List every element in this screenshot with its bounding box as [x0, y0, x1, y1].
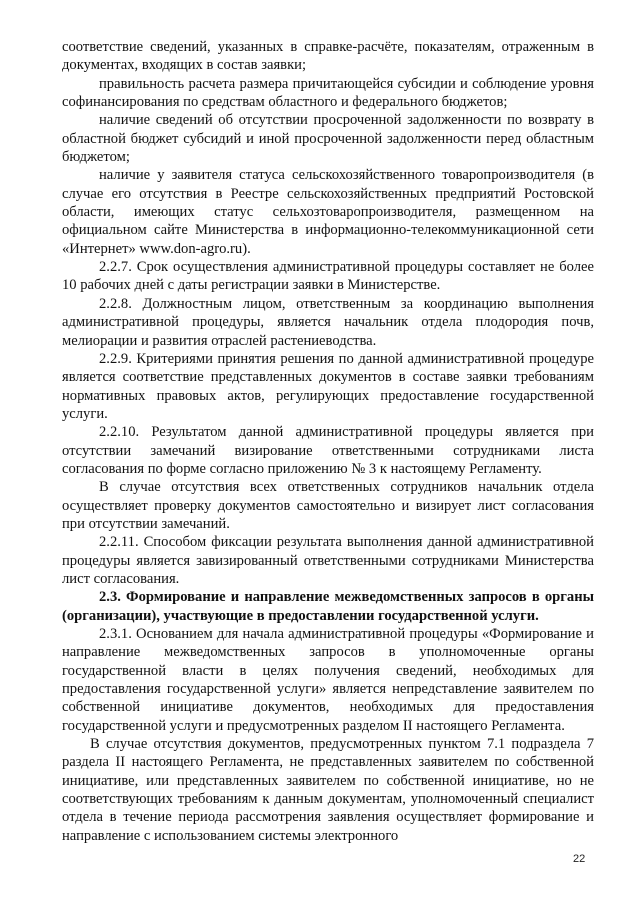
- page-number: 22: [573, 853, 586, 865]
- paragraph-absent-documents: В случае отсутствия документов, предусмотренных пунктом 7.1 подраздела 7 раздела II настоящего Регламента, не представленных заявителем по собственной инициативе, или представленных заявителем по собственной инициативе, но не соответствующих требованиям к данным документам, уполномоченный специалист отдела в течение периода рассмотрения заявления осуществляет формирование и направление с использованием системы электронного: [62, 736, 594, 844]
- paragraph-3: наличие сведений об отсутствии просроченной задолженности по возврату в областной бюджет субсидий и иной просроченной задолженности перед областным бюджетом;: [62, 112, 594, 166]
- paragraph-2-2-8: 2.2.8. Должностным лицом, ответственным за координацию выполнения административной процедуры, является начальник отдела плодородия почв, мелиорации и развития отраслей растениеводства.: [62, 295, 594, 349]
- paragraph-2-2-10: 2.2.10. Результатом данной административной процедуры является при отсутствии замечаний визирование ответственными сотрудниками листа согласования по форме согласно приложению № 3 к настоящему Регламенту.: [62, 424, 594, 477]
- section-heading-2-3: 2.3. Формирование и направление межведомственных запросов в органы (организации), участвующие в предоставлении государственной услуги.: [62, 589, 594, 624]
- paragraph-2: правильность расчета размера причитающейся субсидии и соблюдение уровня софинансирования по средствам областного и федерального бюджетов;: [62, 75, 594, 111]
- paragraph-2-2-11: 2.2.11. Способом фиксации результата выполнения данной административной процедуры является завизированный ответственными сотрудниками Министерства лист согласования.: [62, 534, 594, 587]
- document-page: [62, 38, 594, 845]
- paragraph-1: соответствие сведений, указанных в справке-расчёте, показателям, отраженным в документах, входящих в состав заявки;: [62, 39, 594, 74]
- paragraph-2-2-7: 2.2.7. Срок осуществления административной процедуры составляет не более 10 рабочих дней с даты регистрации заявки в Министерстве.: [62, 259, 594, 294]
- paragraph-2-2-9: 2.2.9. Критериями принятия решения по данной административной процедуре является соответствие представленных документов в составе заявки требованиям нормативных правовых актов, регулирующих предоставление государственной услуги.: [62, 350, 594, 422]
- paragraph-2-3-1: 2.3.1. Основанием для начала административной процедуры «Формирование и направление межведомственных запросов в уполномоченные органы государственной власти в целях получения сведений, необходимых для предоставления государственной услуги» является непредставление заявителем по собственной инициативе документов, необходимых для предоставления государственной услуги и предусмотренных разделом II настоящего Регламента.: [62, 626, 594, 734]
- paragraph-absent-staff: В случае отсутствия всех ответственных сотрудников начальник отдела осуществляет проверку документов самостоятельно и визирует лист согласования при отсутствии замечаний.: [62, 479, 594, 532]
- paragraph-4: наличие у заявителя статуса сельскохозяйственного товаропроизводителя (в случае его отсутствия в Реестре сельскохозяйственных предприятий Ростовской области, имеющих статус сельхозтоваропроизводителя, размещенном на официальном сайте Министерства в информационно-телекоммуникационной сети «Интернет» www.don-agro.ru).: [62, 167, 594, 257]
